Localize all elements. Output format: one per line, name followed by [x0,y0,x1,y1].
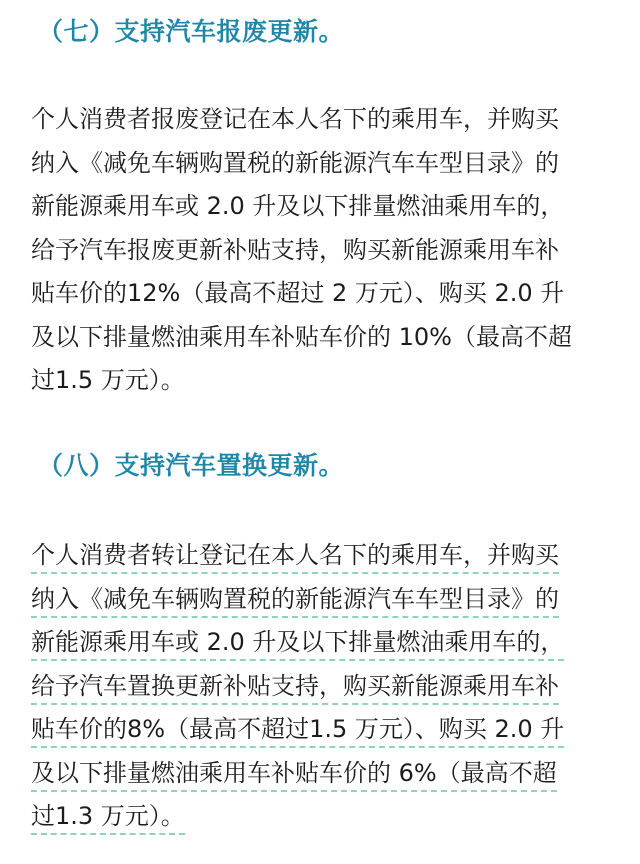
section-heading-7: （七）支持汽车报废更新。 [38,17,345,46]
paragraph-scrap-subsidy [31,98,621,403]
paragraph-replacement-subsidy [31,534,621,839]
paragraph-line: 贴车价的8%（最高不超过1.5 万元）、购买 2.0 升 [31,708,621,752]
paragraph-line: 及以下排量燃油乘用车补贴车价的 6%（最高不超 [31,752,621,796]
paragraph-line: 贴车价的12%（最高不超过 2 万元）、购买 2.0 升 [31,279,565,307]
paragraph-line: 给予汽车报废更新补贴支持，购买新能源乘用车补 [31,235,559,264]
paragraph-line: 新能源乘用车或 2.0 升及以下排量燃油乘用车的， [31,621,621,665]
paragraph-line: 新能源乘用车或 2.0 升及以下排量燃油乘用车的， [31,192,565,220]
paragraph-line: 给予汽车置换更新补贴支持，购买新能源乘用车补 [31,665,621,709]
paragraph-line: 及以下排量燃油乘用车补贴车价的 10%（最高不超 [31,322,572,351]
section-heading-8: （八）支持汽车置换更新。 [38,451,345,480]
paragraph-line: 纳入《减免车辆购置税的新能源汽车车型目录》的 [31,148,559,177]
paragraph-line: 个人消费者转让登记在本人名下的乘用车，并购买 [31,534,621,578]
paragraph-line: 过1.3 万元）。 [31,795,621,839]
paragraph-line: 纳入《减免车辆购置税的新能源汽车车型目录》的 [31,578,621,622]
paragraph-line: 个人消费者报废登记在本人名下的乘用车，并购买 [31,105,559,133]
paragraph-line: 过1.5 万元）。 [31,366,185,394]
